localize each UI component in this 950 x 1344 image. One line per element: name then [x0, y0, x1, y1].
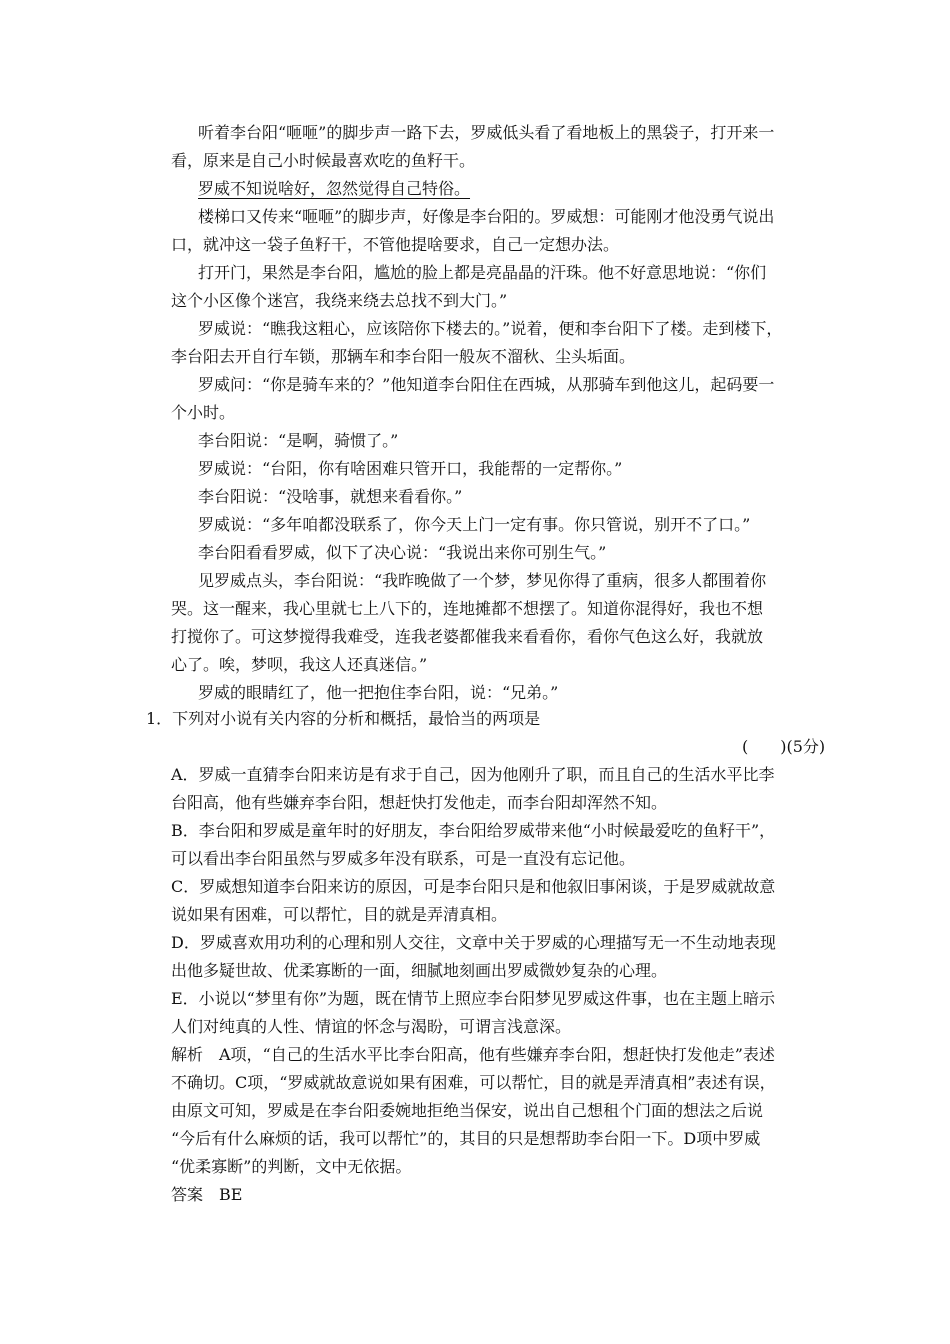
- paragraph-line: 见罗威点头，李台阳说：“我昨晚做了一个梦，梦见你得了重病，很多人都围着你: [198, 571, 767, 590]
- analysis-line: “优柔寡断”的判断，文中无依据。: [171, 1157, 412, 1176]
- paragraph-line: 罗威问：“你是骑车来的？”他知道李台阳住在西城，从那骑车到他这儿，起码要一: [198, 375, 775, 394]
- analysis-line: 解析 A项，“自己的生活水平比李台阳高，他有些嫌弃李台阳，想赶快打发他走”表述: [171, 1045, 775, 1064]
- underlined-sentence: 罗威不知说啥好，忽然觉得自己特俗。: [198, 179, 471, 198]
- option-c-cont: 说如果有困难，可以帮忙，目的就是弄清真相。: [171, 905, 508, 924]
- paragraph-line: 楼梯口又传来“咂咂”的脚步声，好像是李台阳的。罗威想：可能刚才他没勇气说出: [198, 207, 775, 226]
- paragraph-line: 罗威说：“多年咱都没联系了，你今天上门一定有事。你只管说，别开不了口。”: [198, 515, 751, 534]
- option-d: D．罗威喜欢用功利的心理和别人交往，文章中关于罗威的心理描写无一不生动地表现: [171, 933, 776, 952]
- paragraph-line: 哭。这一醒来，我心里就七上八下的，连地摊都不想摆了。知道你混得好，我也不想: [171, 599, 764, 618]
- paragraph-line: 口，就冲这一袋子鱼籽干，不管他提啥要求，自己一定想办法。: [171, 235, 620, 254]
- analysis-line: 由原文可知，罗威是在李台阳委婉地拒绝当保安，说出自己想租个门面的想法之后说: [171, 1101, 764, 1120]
- option-b-cont: 可以看出李台阳虽然与罗威多年没有联系，可是一直没有忘记他。: [171, 849, 636, 868]
- option-d-cont: 出他多疑世故、优柔寡断的一面，细腻地刻画出罗威微妙复杂的心理。: [171, 961, 668, 980]
- option-e: E．小说以“梦里有你”为题，既在情节上照应李台阳梦见罗威这件事，也在主题上暗示: [171, 989, 776, 1008]
- paragraph-line: 罗威的眼睛红了，他一把抱住李台阳，说：“兄弟。”: [198, 683, 559, 702]
- paragraph-line: 打搅你了。可这梦搅得我难受，连我老婆都催我来看看你，看你气色这么好，我就放: [171, 627, 764, 646]
- option-b: B．李台阳和罗威是童年时的好朋友，李台阳给罗威带来他“小时候最爱吃的鱼籽干”，: [171, 821, 776, 840]
- paragraph-line: 罗威说：“瞧我这粗心，应该陪你下楼去的。”说着，便和李台阳下了楼。走到楼下，: [198, 319, 783, 338]
- option-a: A．罗威一直猜李台阳来访是有求于自己，因为他刚升了职，而且自己的生活水平比李: [171, 765, 775, 784]
- paragraph-line: 李台阳去开自行车锁，那辆车和李台阳一般灰不溜秋、尘头垢面。: [171, 347, 636, 366]
- paragraph-line: 李台阳说：“是啊，骑惯了。”: [198, 431, 399, 450]
- paragraph-line: 打开门，果然是李台阳，尴尬的脸上都是亮晶晶的汗珠。他不好意思地说：“你们: [198, 263, 767, 282]
- question-score: ( )(5分): [742, 737, 826, 756]
- question-stem: 1．下列对小说有关内容的分析和概括，最恰当的两项是: [146, 709, 541, 728]
- option-e-cont: 人们对纯真的人性、情谊的怀念与渴盼，可谓言浅意深。: [171, 1017, 572, 1036]
- paragraph-line: 看，原来是自己小时候最喜欢吃的鱼籽干。: [171, 151, 476, 170]
- paragraph-line: 罗威说：“台阳，你有啥困难只管开口，我能帮的一定帮你。”: [198, 459, 623, 478]
- paragraph-line: 李台阳说：“没啥事，就想来看看你。”: [198, 487, 463, 506]
- analysis-line: 不确切。C项，“罗威就故意说如果有困难，可以帮忙，目的就是弄清真相”表述有误，: [171, 1073, 776, 1092]
- paragraph-line: 心了。唉，梦呗，我这人还真迷信。”: [171, 655, 428, 674]
- answer-line: 答案 BE: [171, 1185, 243, 1204]
- analysis-line: “今后有什么麻烦的话，我可以帮忙”的，其目的只是想帮助李台阳一下。D项中罗威: [171, 1129, 761, 1148]
- option-c: C．罗威想知道李台阳来访的原因，可是李台阳只是和他叙旧事闲谈，于是罗威就故意: [171, 877, 776, 896]
- paragraph-line: 李台阳看看罗威，似下了决心说：“我说出来你可别生气。”: [198, 543, 607, 562]
- option-a-cont: 台阳高，他有些嫌弃李台阳，想赶快打发他走，而李台阳却浑然不知。: [171, 793, 668, 812]
- paragraph-line: 这个小区像个迷宫，我绕来绕去总找不到大门。”: [171, 291, 508, 310]
- paragraph-line: 个小时。: [171, 403, 236, 422]
- paragraph-line: 听着李台阳“咂咂”的脚步声一路下去，罗威低头看了看地板上的黑袋子，打开来一: [198, 123, 775, 142]
